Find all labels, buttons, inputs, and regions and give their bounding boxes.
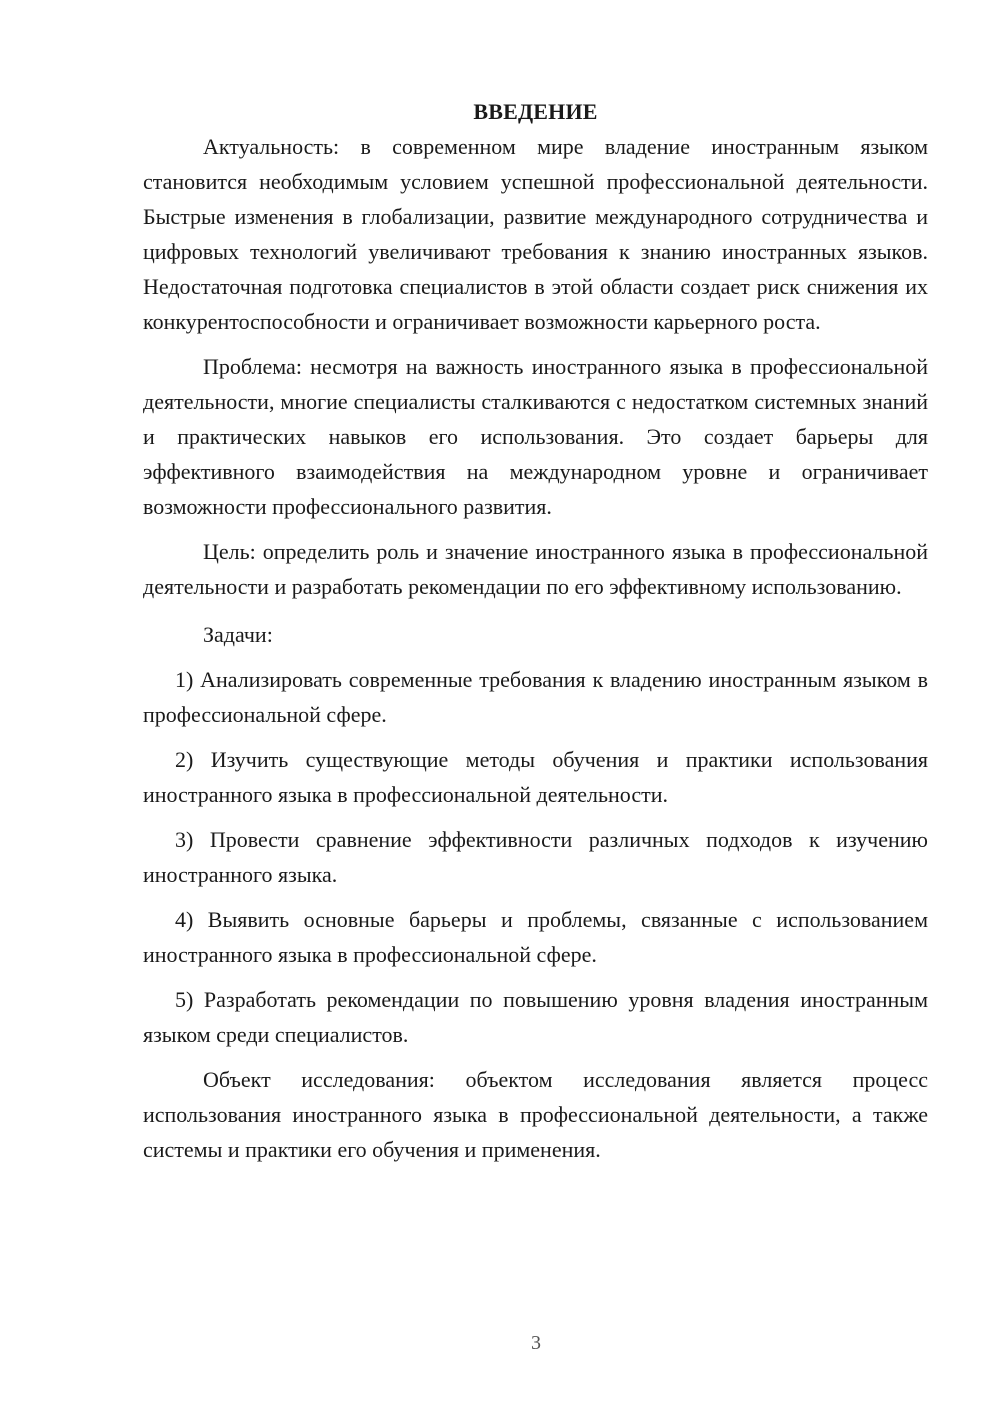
document-page	[143, 90, 928, 1167]
task-item: 4) Выявить основные барьеры и проблемы, связанные с использованием иностранного языка в профессиональной сфере.	[143, 907, 928, 967]
relevance-paragraph: Актуальность: в современном мире владение иностранным языком становится необходимым условием успешной профессиональной деятельности. Быстрые изменения в глобализации, развитие международного сотрудничества и цифровых технологий увеличивают требования к знанию иностранных языков. Недостаточная подготовка специалистов в этой области создает риск снижения их конкурентоспособности и ограничивает возможности карьерного роста.	[143, 134, 928, 334]
page-number: 3	[531, 1332, 541, 1354]
goal-paragraph: Цель: определить роль и значение иностранного языка в профессиональной деятельности и разработать рекомендации по его эффективному использованию.	[143, 539, 928, 599]
task-item: 2) Изучить существующие методы обучения и практики использования иностранного языка в профессиональной деятельности.	[143, 747, 928, 807]
task-item: 3) Провести сравнение эффективности различных подходов к изучению иностранного языка.	[143, 827, 928, 887]
problem-paragraph: Проблема: несмотря на важность иностранного языка в профессиональной деятельности, многие специалисты сталкиваются с недостатком системных знаний и практических навыков его использования. Это создает барьеры для эффективного взаимодействия на международном уровне и ограничивает возможности профессионального развития.	[143, 354, 928, 519]
object-paragraph: Объект исследования: объектом исследования является процесс использования иностранного языка в профессиональной деятельности, а также системы и практики его обучения и применения.	[143, 1067, 928, 1162]
page-title: ВВЕДЕНИЕ	[473, 99, 598, 124]
task-item: 5) Разработать рекомендации по повышению уровня владения иностранным языком среди специалистов.	[143, 987, 928, 1047]
tasks-list	[143, 662, 928, 1052]
task-item: 1) Анализировать современные требования к владению иностранным языком в профессиональной сфере.	[143, 667, 928, 727]
tasks-heading: Задачи:	[203, 622, 273, 647]
